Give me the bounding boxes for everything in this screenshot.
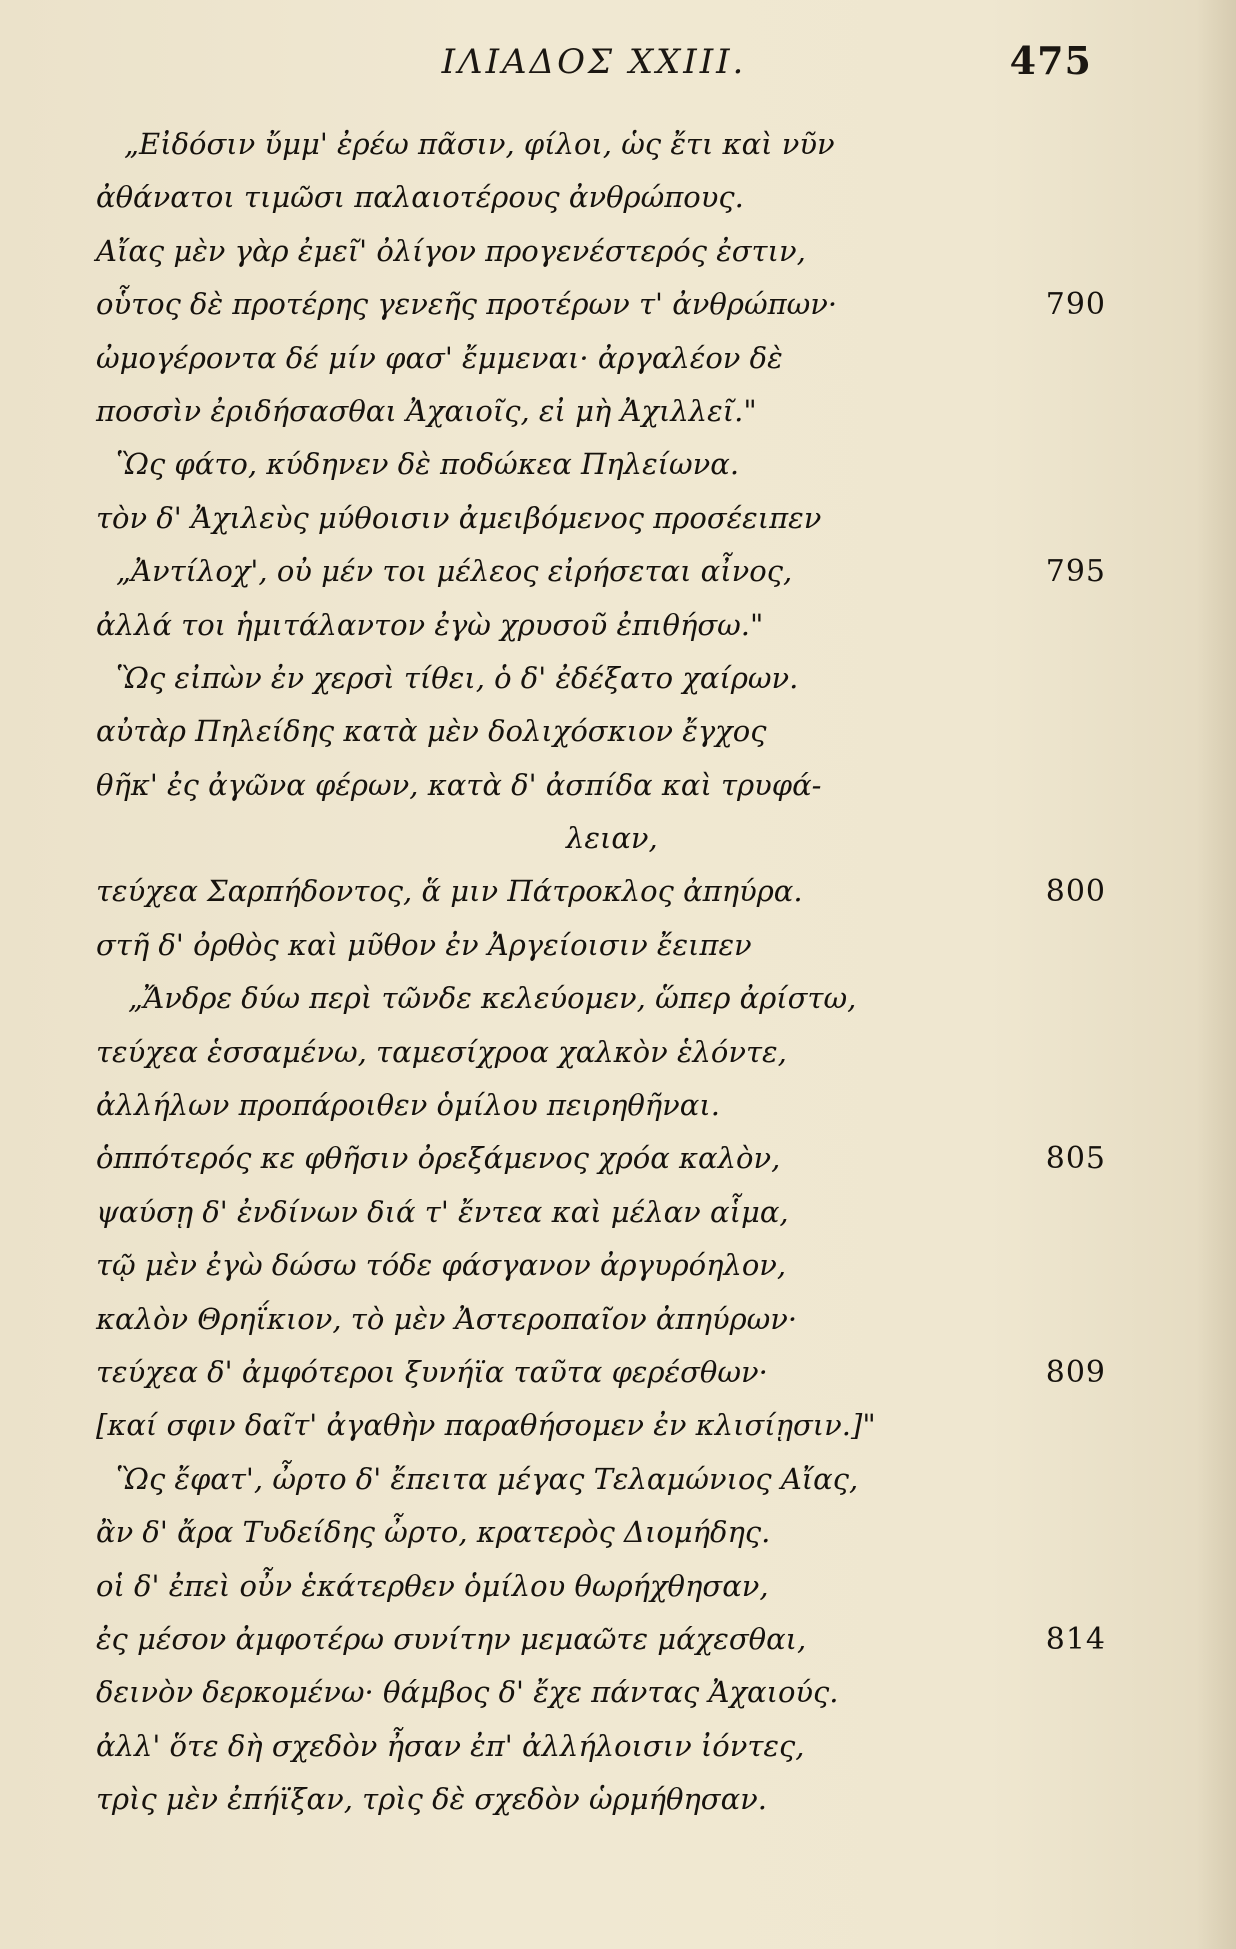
verse-line: [96, 652, 1106, 705]
verse-line: [96, 1239, 1106, 1292]
verse-line: [96, 865, 1106, 918]
verse-line-text: ἀθάνατοι τιμῶσι παλαιοτέρους ἀνθρώπους.: [96, 180, 744, 215]
verse-line: [96, 812, 1106, 865]
verse-line-text: τεύχεα ἑσσαμένω, ταμεσίχροα χαλκὸν ἑλόντε,: [96, 1034, 787, 1069]
verse-line: [96, 1079, 1106, 1132]
verse-line-text: [καί σφιν δαῖτ' ἀγαθὴν παραθήσομεν ἐν κλισίῃσιν.]": [96, 1408, 876, 1443]
running-title: ΙΛΙΑΔΟΣ XXIII.: [441, 42, 747, 82]
line-number: 809: [1045, 1354, 1106, 1390]
verse-line-text: αὐτὰρ Πηλείδης κατὰ μὲν δολιχόσκιον ἔγχος: [96, 714, 767, 749]
verse-line-text: Ὣς φάτο, κύδηνεν δὲ ποδώκεα Πηλείωνα.: [116, 447, 740, 482]
verse-line: [96, 1132, 1106, 1185]
verse-line: [96, 492, 1106, 545]
verse-line-text: οὗτος δὲ προτέρης γενεῆς προτέρων τ' ἀνθρώπων·: [96, 287, 838, 322]
verse-text: [96, 118, 1106, 1827]
line-number: 795: [1045, 554, 1106, 590]
verse-line: [96, 1293, 1106, 1346]
line-number: 790: [1045, 287, 1106, 323]
verse-line-text: τὸν δ' Ἀχιλεὺς μύθοισιν ἀμειβόμενος προσέειπεν: [96, 500, 822, 535]
verse-line-text: λειαν,: [566, 821, 658, 856]
verse-line: [96, 1666, 1106, 1719]
line-number: 800: [1045, 874, 1106, 910]
verse-line-text: ἂν δ' ἄρα Τυδείδης ὦρτο, κρατερὸς Διομήδης.: [96, 1515, 771, 1550]
verse-line: [96, 1560, 1106, 1613]
verse-line: [96, 1773, 1106, 1826]
verse-line-text: καλὸν Θρηΐκιον, τὸ μὲν Ἀστεροπαῖον ἀπηύρων·: [96, 1301, 798, 1336]
page-edge-shadow: [1196, 0, 1236, 1949]
verse-line: [96, 759, 1106, 812]
verse-line: [96, 1346, 1106, 1399]
verse-line-text: „Εἰδόσιν ὔμμ' ἐρέω πᾶσιν, φίλοι, ὡς ἔτι καὶ νῦν: [124, 127, 835, 161]
verse-line: [96, 385, 1106, 438]
verse-line: [96, 171, 1106, 224]
verse-line-text: τεύχεα Σαρπήδοντος, ἅ μιν Πάτροκλος ἀπηύρα.: [96, 874, 803, 909]
verse-line-text: τρὶς μὲν ἐπήϊξαν, τρὶς δὲ σχεδὸν ὡρμήθησαν.: [96, 1782, 768, 1817]
verse-line: [96, 545, 1106, 598]
verse-line: [96, 118, 1106, 171]
verse-line-text: τῷ μὲν ἐγὼ δώσω τόδε φάσγανον ἀργυρόηλον,: [96, 1248, 787, 1283]
verse-line-text: ἀλλ' ὅτε δὴ σχεδὸν ἦσαν ἐπ' ἀλλήλοισιν ἰόντες,: [96, 1728, 805, 1763]
verse-line-text: ἀλλήλων προπάροιθεν ὁμίλου πειρηθῆναι.: [96, 1088, 720, 1123]
verse-line-text: δεινὸν δερκομένω· θάμβος δ' ἔχε πάντας Ἀχαιούς.: [96, 1675, 839, 1710]
verse-line: [96, 1026, 1106, 1079]
verse-line: [96, 225, 1106, 278]
verse-line-text: „Ἀντίλοχ', οὐ μέν τοι μέλεος εἰρήσεται αἶνος,: [116, 554, 793, 589]
verse-line-text: ὁππότερός κε φθῆσιν ὀρεξάμενος χρόα καλὸν,: [96, 1141, 781, 1176]
verse-line: [96, 1186, 1106, 1239]
verse-line-text: ψαύσῃ δ' ἐνδίνων διά τ' ἔντεα καὶ μέλαν αἷμα,: [96, 1194, 789, 1229]
verse-line: [96, 278, 1106, 331]
verse-line-text: „Ἄνδρε δύω περὶ τῶνδε κελεύομεν, ὥπερ ἀρίστω,: [128, 981, 857, 1016]
verse-line: [96, 1506, 1106, 1559]
verse-line: [96, 919, 1106, 972]
page-header: [96, 36, 1092, 96]
verse-line-text: Ὣς ἔφατ', ὦρτο δ' ἔπειτα μέγας Τελαμώνιος Αἴας,: [116, 1461, 859, 1496]
verse-line-text: ποσσὶν ἐριδήσασθαι Ἀχαιοῖς, εἰ μὴ Ἀχιλλεῖ.": [96, 393, 757, 428]
verse-line-text: θῆκ' ἐς ἀγῶνα φέρων, κατὰ δ' ἀσπίδα καὶ τρυφά-: [96, 767, 822, 802]
verse-line-text: στῆ δ' ὀρθὸς καὶ μῦθον ἐν Ἀργείοισιν ἔειπεν: [96, 927, 752, 962]
verse-line-text: Αἴας μὲν γὰρ ἐμεῖ' ὀλίγον προγενέστερός ἐστιν,: [96, 233, 806, 268]
verse-line: [96, 599, 1106, 652]
verse-line-text: ἐς μέσον ἀμφοτέρω συνίτην μεμαῶτε μάχεσθαι,: [96, 1621, 807, 1656]
verse-line: [96, 1720, 1106, 1773]
verse-line-text: Ὣς εἰπὼν ἐν χερσὶ τίθει, ὁ δ' ἐδέξατο χαίρων.: [116, 660, 799, 695]
line-number: 814: [1045, 1621, 1106, 1657]
verse-line-text: ὠμογέροντα δέ μίν φασ' ἔμμεναι· ἀργαλέον δὲ: [96, 340, 783, 375]
page-number: 475: [1009, 38, 1092, 83]
verse-line: [96, 332, 1106, 385]
verse-line: [96, 1399, 1106, 1452]
verse-line-text: τεύχεα δ' ἀμφότεροι ξυνήϊα ταῦτα φερέσθων·: [96, 1354, 768, 1389]
verse-line: [96, 972, 1106, 1025]
line-number: 805: [1045, 1141, 1106, 1177]
verse-line-text: ἀλλά τοι ἡμιτάλαντον ἐγὼ χρυσοῦ ἐπιθήσω.": [96, 607, 764, 642]
verse-line: [96, 438, 1106, 491]
verse-line: [96, 705, 1106, 758]
verse-line: [96, 1613, 1106, 1666]
verse-line-text: οἱ δ' ἐπεὶ οὖν ἑκάτερθεν ὁμίλου θωρήχθησαν,: [96, 1568, 769, 1603]
verse-line: [96, 1453, 1106, 1506]
